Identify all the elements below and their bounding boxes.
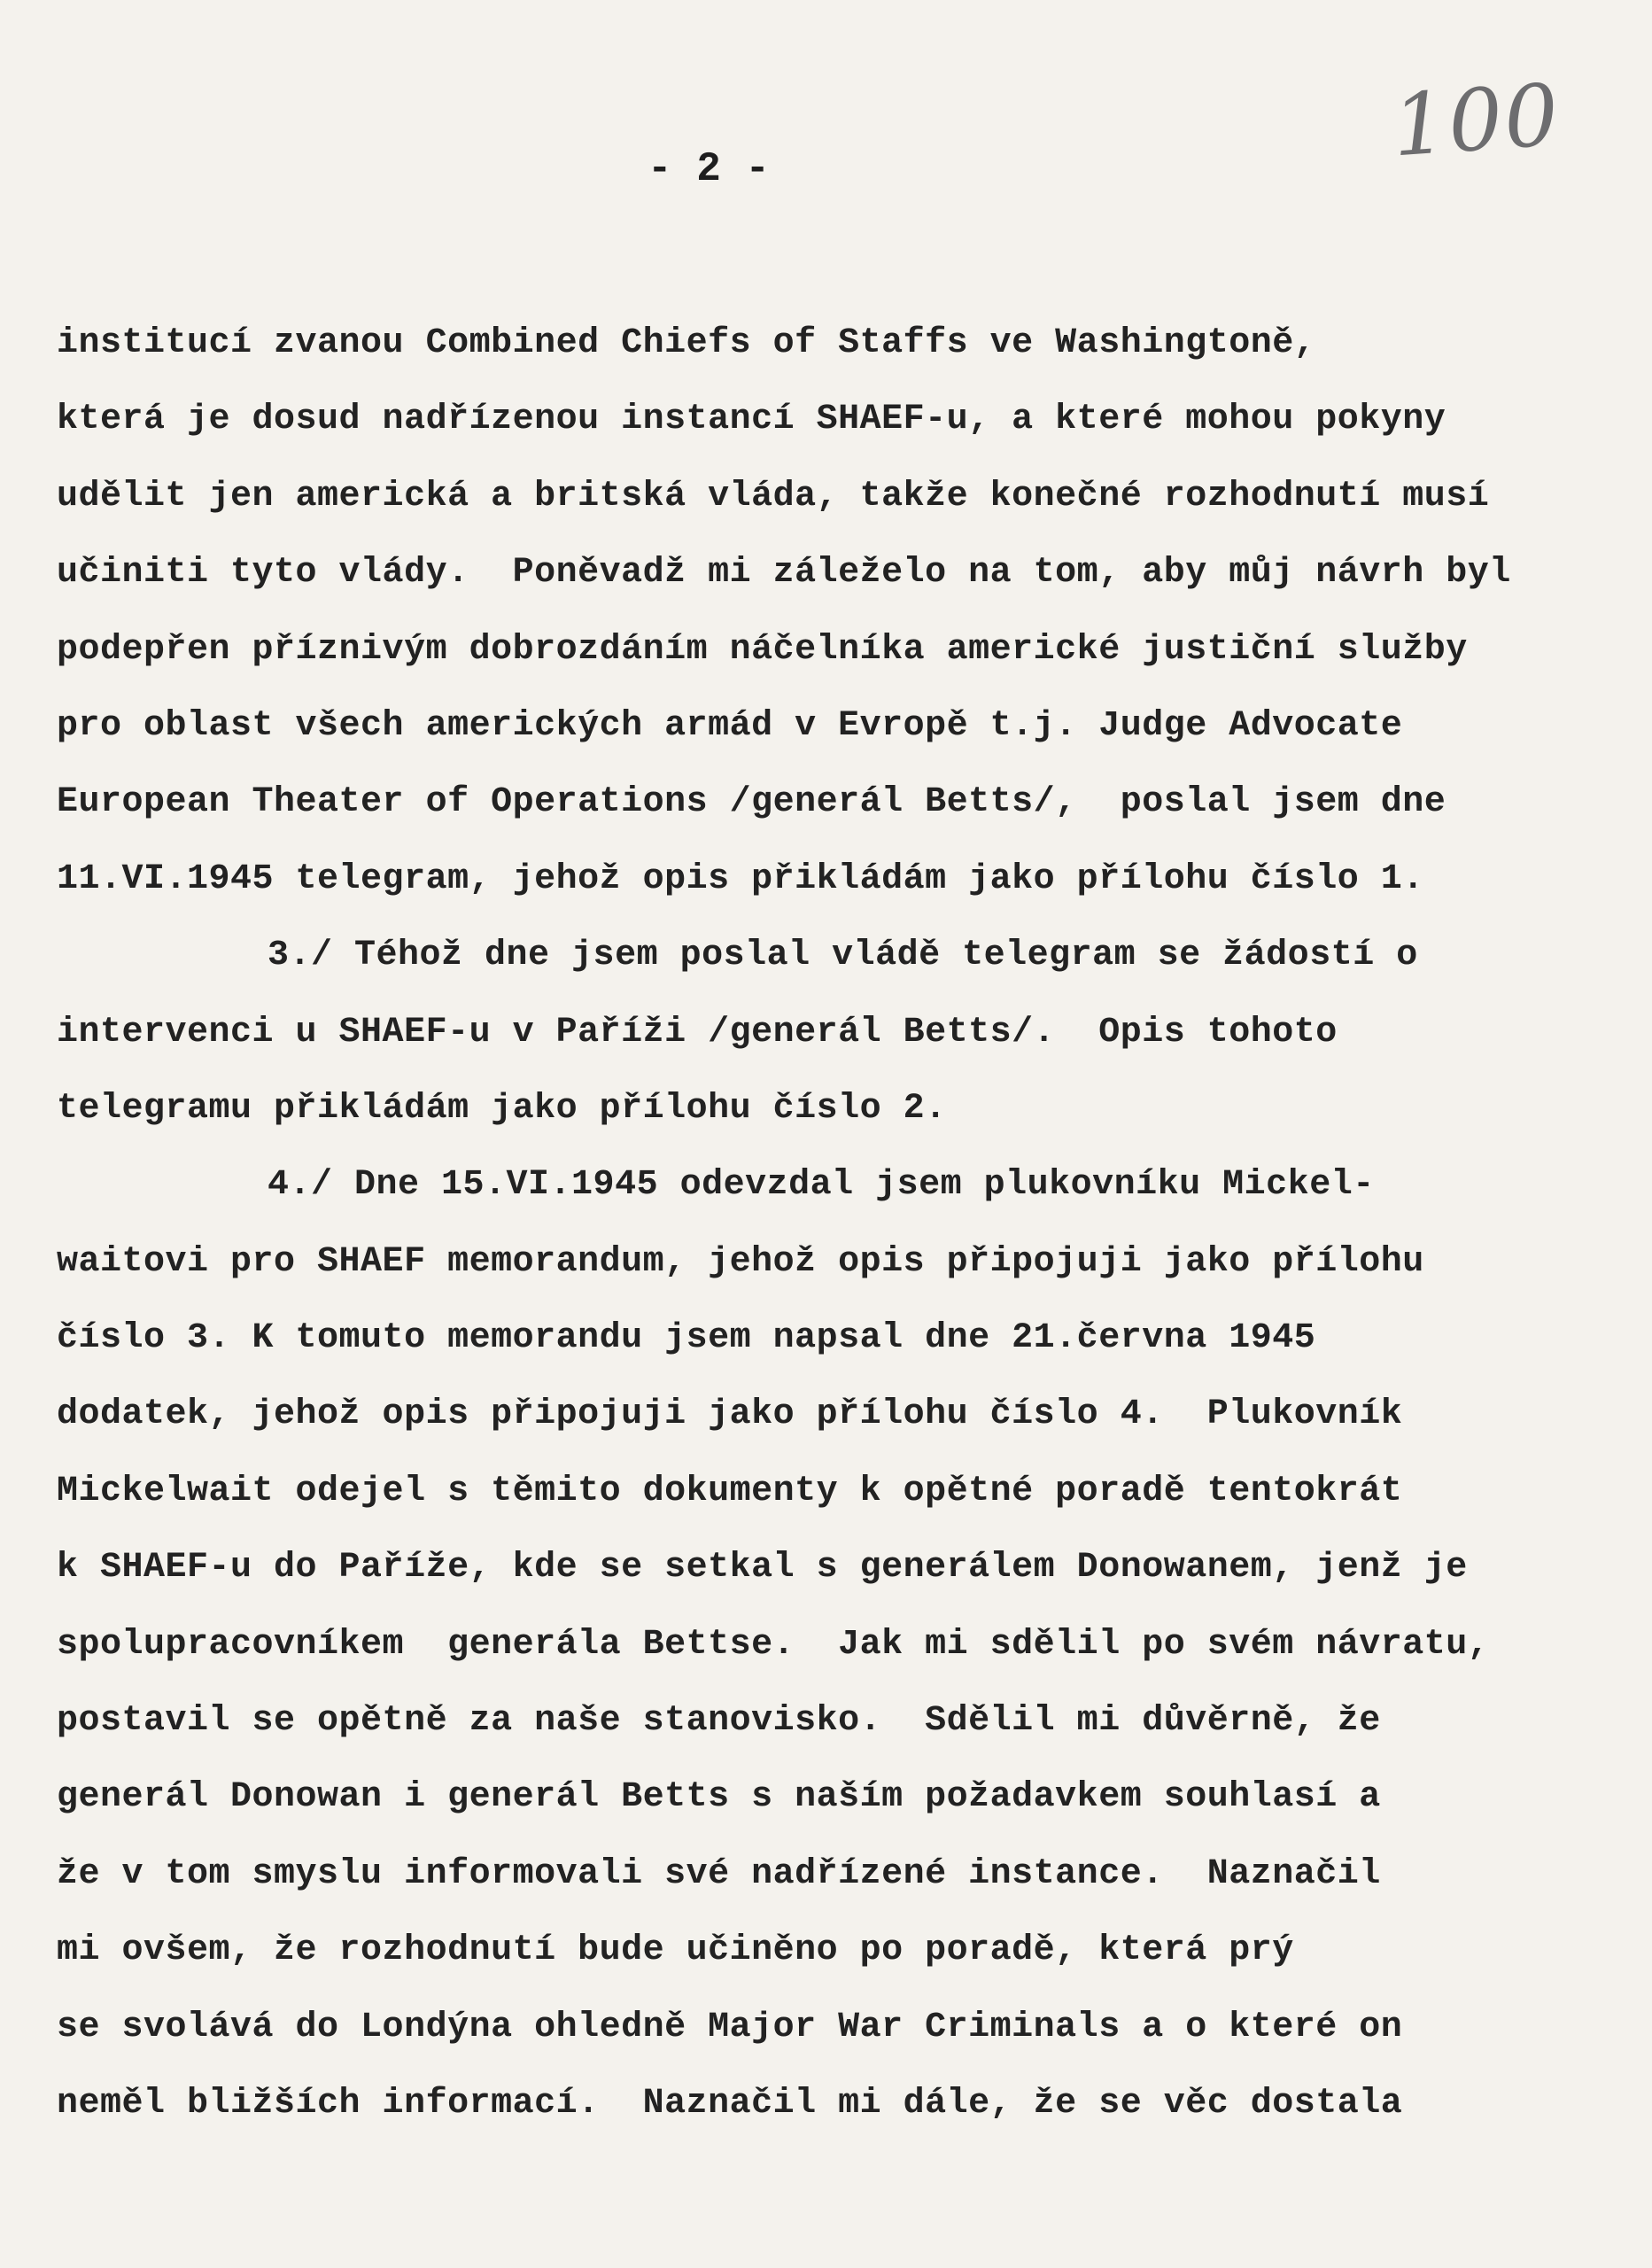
paragraph-start-line: 3./ Téhož dne jsem poslal vládě telegram se žádostí o [268, 936, 1418, 976]
text-line: která je dosud nadřízenou instancí SHAEF-u, a které mohou pokyny [57, 400, 1446, 440]
text-line: k SHAEF-u do Paříže, kde se setkal s generálem Donowanem, jenž je [57, 1548, 1468, 1588]
text-line: intervenci u SHAEF-u v Paříži /generál Betts/. Opis tohoto [57, 1012, 1338, 1052]
text-line: se svolává do Londýna ohledně Major War Criminals a o které on [57, 2007, 1403, 2047]
text-line: mi ovšem, že rozhodnutí bude učiněno po poradě, která prý [57, 1930, 1294, 1971]
text-line: pro oblast všech amerických armád v Evropě t.j. Judge Advocate [57, 705, 1403, 746]
text-line: generál Donowan i generál Betts s naším požadavkem souhlasí a [57, 1777, 1381, 1818]
text-line: institucí zvanou Combined Chiefs of Staffs ve Washingtoně, [57, 323, 1316, 363]
text-line: European Theater of Operations /generál Betts/, poslal jsem dne [57, 782, 1446, 823]
text-line: Mickelwait odejel s těmito dokumenty k opětné poradě tentokrát [57, 1471, 1403, 1511]
text-line: učiniti tyto vlády. Poněvadž mi záleželo na tom, aby můj návrh byl [57, 553, 1511, 594]
text-line: podepřen příznivým dobrozdáním náčelníka americké justiční služby [57, 629, 1468, 670]
handwritten-page-number: 100 [1389, 65, 1563, 176]
text-line: dodatek, jehož opis připojuji jako přílohu číslo 4. Plukovník [57, 1394, 1403, 1435]
text-line: spolupracovníkem generála Bettse. Jak mi sdělil po svém návratu, [57, 1624, 1490, 1665]
text-line: telegramu přikládám jako přílohu číslo 2. [57, 1088, 947, 1129]
text-line: číslo 3. K tomuto memorandu jsem napsal dne 21.června 1945 [57, 1318, 1316, 1359]
text-line: 11.VI.1945 telegram, jehož opis přikládám jako přílohu číslo 1. [57, 858, 1424, 899]
text-line: že v tom smyslu informovali své nadřízené instance. Naznačil [57, 1853, 1381, 1894]
page-number: - 2 - [647, 146, 771, 192]
text-line: waitovi pro SHAEF memorandum, jehož opis připojuji jako přílohu [57, 1241, 1424, 1282]
paragraph-start-line: 4./ Dne 15.VI.1945 odevzdal jsem plukovníku Mickel- [268, 1165, 1375, 1206]
text-line: postavil se opětně za naše stanovisko. Sdělil mi důvěrně, že [57, 1701, 1381, 1742]
text-line: udělit jen americká a britská vláda, takže konečné rozhodnutí musí [57, 476, 1490, 517]
document-body [57, 306, 1616, 2142]
text-line: neměl bližších informací. Naznačil mi dále, že se věc dostala [57, 2083, 1403, 2124]
